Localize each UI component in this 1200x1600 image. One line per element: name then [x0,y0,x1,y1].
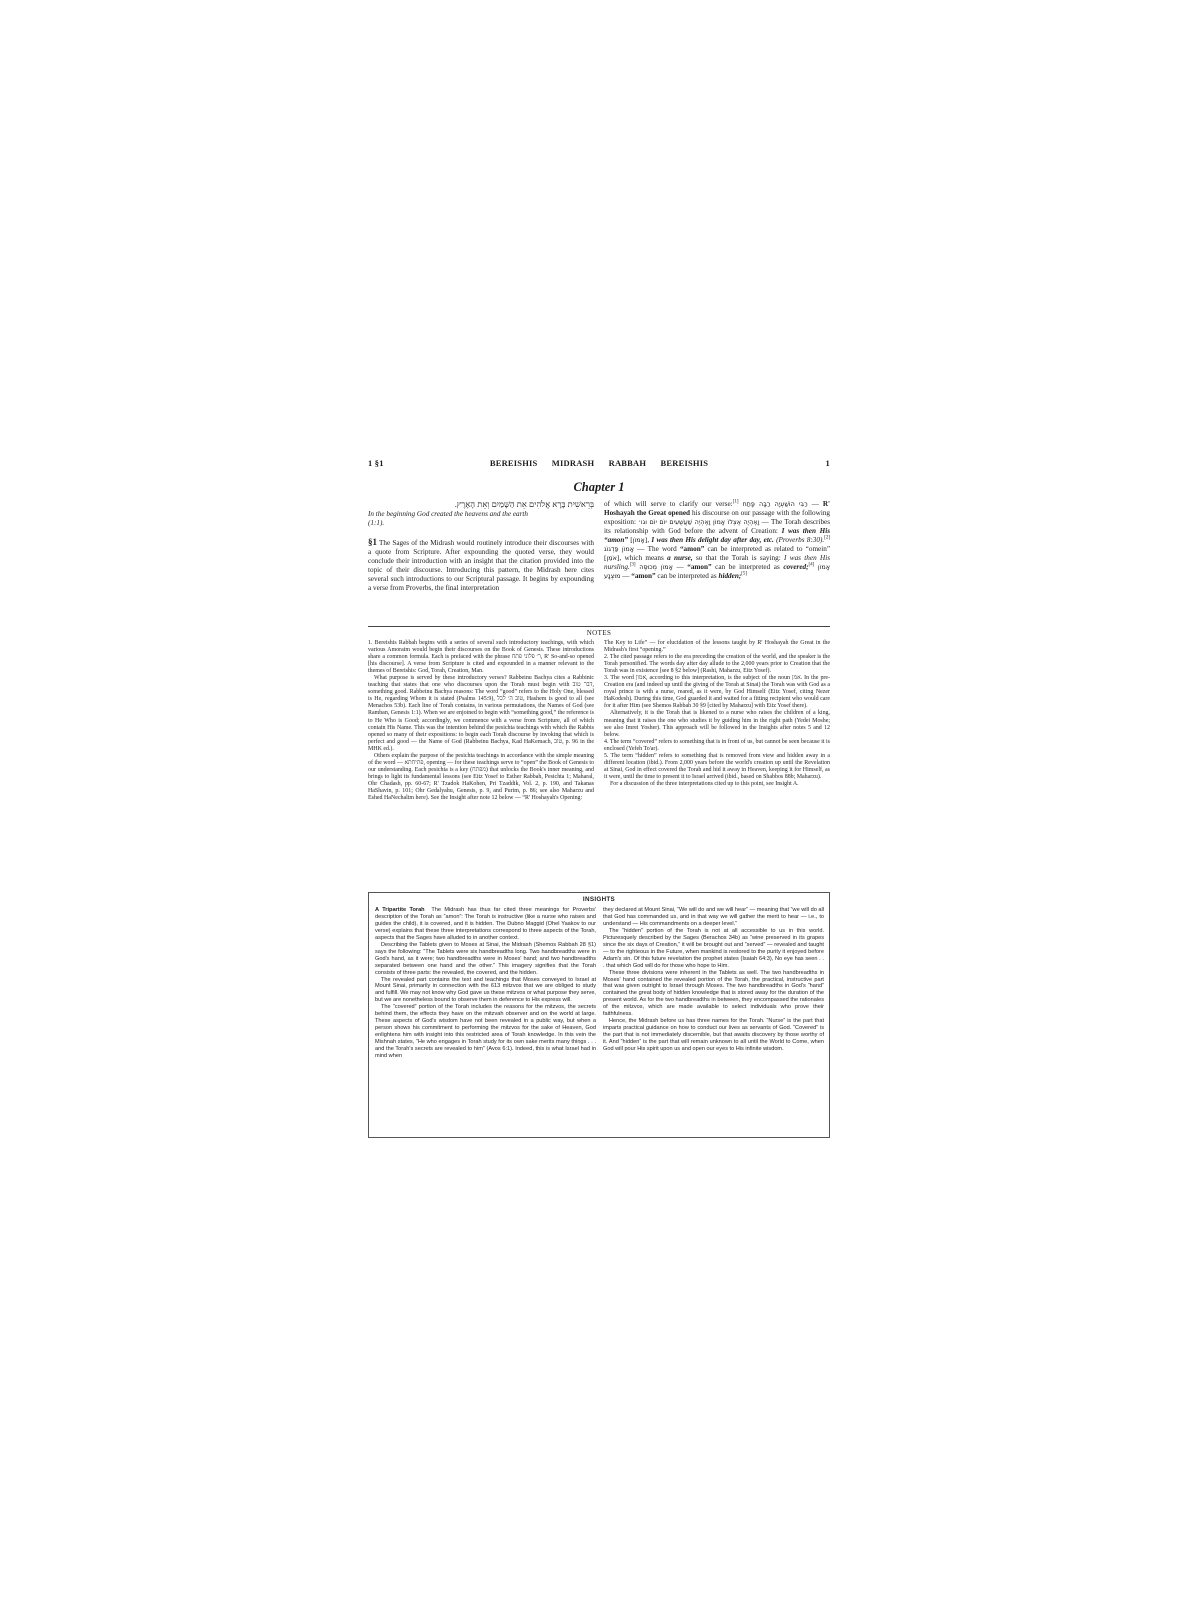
section-one-text: The Sages of the Midrash would routinely introduce their discourses with a quote from Scripture. After expounding the quoted verse, they would conclude their introduction with an insight that the citation provided into the topic of their discourse. Introducing this pattern, the Midrash here cites several such introductions to our Scriptural passage. It begins by expounding a verse from Proverbs, the final interpretation [368,539,594,593]
note-paragraph: What purpose is served by these introductory verses? Rabbeinu Bachya cites a Rabbinic teaching that states that one who discourses upon the Torah must begin with דבר טוב, something good. Rabbeinu Bachya reasons: The word “good” refers to the Holy One, blessed is He, regarding Whom it is stated (Psalms 145:9), טוב ה׳ לכל, Hashem is good to all (see Menachos 53b). Each line of Torah contains, in various permutations, the Names of God (see Ramban, Genesis 1:1). When we are enjoined to begin with “something good,” the reference is to He Who is Good; accordingly, we commence with a verse from Scripture, all of which contain His Name. This was the intention behind the pesichta teachings with which the Rabbis opened so many of their expositions: to begin each Torah discourse by invoking that which is perfect and good — the Name of God (Rabbeinu Bachya, Kad HaKemach, טוב, p. 96 in the MHK ed.). [368,675,595,752]
note-paragraph: Others explain the purpose of the pesichta teachings in accordance with the simple meaning of the word — פתיחתא, opening — for these teachings serve to “open” the Book of Genesis to our understanding. Each pesichta is a key (מפתח) that unlocks the Book's inner meaning, and brings to light its fundamental lessons (see Eitz Yosef to Esther Rabbah, Pesichta 1; Maharal, Ohr Chadash, pp. 60-67; R' Tzadok HaKohen, Pri Tzaddik, Vol. 2, p. 190, and Takanas HaShavin, p. 101; Ohr Gedalyahu, Genesis, p. 9, and Purim, p. 86; see also Maharzu and Eshed HaNechalim here). See the Insight after note 12 below — “R' Hoshayah's Opening: [368,752,594,802]
scripture-reference: (Proverbs 8:30). [776,536,825,545]
commentary-bold: R' Hoshayah the Great opened [604,500,830,518]
insight-paragraph [375,907,596,942]
insight-paragraph: The revealed part contains the text and teachings that Moses conveyed to Israel at Mount Sinai, primarily in connection with the 613 mitzvos that we are obliged to study and fulfill. We may not know why God gave us these mitzvos or what purpose they serve, but we are nonetheless bound to observe them in deference to His express will. [375,976,596,1004]
insight-title: A Tripartite Torah [375,907,425,913]
commentary-text: so that the Torah is saying: [695,554,781,563]
insight-paragraph: The “hidden” portion of the Torah is not at all accessible to us in this world. Picturesquely described by the Sages (Berachos 34b) as “wine preserved in its grapes since the six days of Creation,” it will be brought out and “served” — revealed and taught — to the righteous in the Future, when mankind is restored to the purity it enjoyed before Adam's sin. Of this future revelation the prophet states (Isaiah 64:3), No eye has seen . . . that which God will do for those who hope to Him. [603,927,824,969]
note-paragraph: 5. The term “hidden” refers to something that is removed from view and hidden away in a different location (ibid.). From 2,000 years before the world's creation up until the Revelation at Sinai, God in effect covered the Torah and hid it away in Heaven, keeping it for Himself, as it were, until the time to present it to Israel arrived (ibid., based on Shabbos 88b; Maharzu). [604,752,830,780]
hebrew-gloss: [אֹמֵן] [604,554,620,563]
section-one-intro [368,538,594,593]
note-paragraph: The Key to Life” — for elucidation of the lessons taught by R' Hoshayah the Great in the Midrash's first “opening.” [604,640,830,654]
hebrew-lemma: וָאֶהְיֶה אֶצְלוֹ אָמוֹן וָאֶהְיֶה שַׁעֲשֻׁעִים יוֹם יוֹם וגו׳ [638,518,760,527]
chapter-title: Chapter 1 [573,480,625,494]
notes-left-column [368,640,594,802]
commentary-bold-italic: I was then His “amon” [604,527,830,545]
verse-reference: (1:1). [368,519,385,528]
commentary-text: The word [647,545,677,554]
commentary-text: The Torah describes its relationship with God before the advent of Creation: [604,518,831,536]
header-page-number: 1 [825,458,830,468]
note-paragraph: 3. The word אמון, according to this interpretation, is the subject of the noun אמן. In the pre-Creation era (and indeed up until the giving of the Torah at Sinai) the Torah was with God as a royal prince is with a nurse, reared, as it were, by God Himself (Eitz Yosef, citing Nezer HaKodesh). During this time, God guarded it and waited for a fitting recipient who would care for it after Him (see Shemos Rabbah 30 §9 [cited by Maharzu] with Eitz Yosef there). [604,675,830,710]
section-mark: §1 [368,537,377,548]
note-ref-3[interactable]: [3] [629,562,636,568]
insight-paragraph: they declared at Mount Sinai, “We will do and we will hear” — meaning that “we will do all that God has commanded us, and in that way we will gather the merit to hear — i.e., to understand — His commandments on a deeper level.” [603,907,824,927]
commentary-text: his discourse on our passage with the following exposition: [604,509,831,527]
insight-paragraph: These three divisions were inherent in the Tablets as well. The two handbreadths in Moses' hand contained the revealed portion of the Torah, the practical, instructive part that was given outright to Israel through Moses. The two handbreadths in God's “hand” contained the great body of hidden knowledge that is stored away for the duration of the present world. As for the two handbreadths in between, they encompassed the rationales of the mitzvos, which are made available to select individuals who prove their faithfulness. [603,969,824,1018]
commentary-text: can be interpreted as [657,572,717,581]
header-book-title: BEREISHIS MIDRASH RABBAH BEREISHIS [489,458,709,468]
insights-left-column [375,907,596,1060]
commentary-text: can be interpreted as [715,563,780,572]
hebrew-lemma: אָמוֹן מְכוּסֶּה [639,563,673,572]
commentary-paragraph: of which will serve to clarify our verse:[1] רַבִּי הוֹשַׁעְיָה רַבָּה פָּתַח — R' Hoshayah the Great opened his discourse on our passage with the following exposition: וָאֶהְיֶה אֶצְלוֹ אָמוֹן וָאֶהְיֶה שַׁעֲשֻׁעִים יוֹם יוֹם וגו׳ — The Torah describes its relationship with God before the advent of Creation: I was then His “amon” [אָמוֹן], I was then His delight day after day, etc. (Proverbs 8:30).[2] אָמוֹן פַּדְגוֹג — The word “amon” can be interpreted as related to “omein” [אֹמֵן], which means a nurse, so that the Torah is saying: I was then His nursling.[3] אָמוֹן מְכוּסֶּה — “amon” can be interpreted as covered;[4] אָמוֹן מוּצְנָע — “amon” can be interpreted as hidden;[5] [604,499,831,581]
note-ref-1[interactable]: [1] [732,499,739,505]
note-paragraph: 4. The term “covered” refers to something that is in front of us, but cannot be seen because it is enclosed (Yefeh To'ar). [604,738,830,752]
running-head [368,456,830,470]
note-paragraph: 2. The cited passage refers to the era preceding the creation of the world, and the speaker is the Torah personified. The words day after day allude to the 2,000 years prior to Creation that the Torah was in existence [see 8 §2 below] (Rashi, Maharzu, Eitz Yosef). [604,654,830,675]
commentary-bold: “amon” [679,545,705,554]
commentary-text: of which will serve to clarify our verse: [604,500,733,508]
commentary-text: can be interpreted as related to “omein” [707,545,831,554]
note-ref-5[interactable]: [5] [741,571,748,577]
commentary-bold: “amon” [631,572,656,581]
hebrew-lemma: רַבִּי הוֹשַׁעְיָה רַבָּה פָּתַח [742,500,808,508]
insight-paragraph: Describing the Tablets given to Moses at Sinai, the Midrash (Shemos Rabbah 28 §1) says the following: “The Tablets were six handbreadths long. Two handbreadths were in God's hand, as it were; two handbreadths were in Moses' hand; and two handbreadths separated between one hand and the other.” This imagery signifies that the Torah consists of three parts: the revealed, the covered, and the hidden. [375,941,596,976]
insights-right-column [603,907,824,1053]
hebrew-gloss: [אָמוֹן] [630,536,648,545]
insight-paragraph: Hence, the Midrash before us has three names for the Torah. “Nurse” is the part that imparts practical guidance on how to conduct our lives as servants of God. “Covered” is the part that is not immediately discernible, but that awaits discovery by those worthy of it. And “hidden” is the part that will remain unknown to all until the World to Come, when God will pour His spirit upon us and open our eyes to His infinite wisdom. [603,1018,824,1053]
main-left-column [368,500,594,593]
commentary-text: , which means [619,554,664,563]
verse-english-text: In the beginning God created the heavens and the earth [368,510,529,518]
commentary-italic: I was then His nursling. [604,554,831,572]
insights-heading: INSIGHTS [582,896,616,903]
note-paragraph: Alternatively, it is the Torah that is likened to a nurse who raises the children of a king, meaning that it raises the one who studies it by guiding him in the right path (Yedei Moshe; see also Imrei Yosher). This approach will be followed in the Insights after notes 5 and 12 below. [604,710,830,738]
commentary-bold: “amon” [687,563,712,572]
header-section-ref: 1 §1 [368,458,384,468]
commentary-bold-italic: hidden; [718,572,742,581]
commentary-bold-italic: I was then His delight day after day, etc. [651,536,774,545]
notes-divider [368,626,830,627]
note-ref-4[interactable]: [4] [808,562,815,568]
notes-right-column [604,640,830,788]
insight-text: The Midrash has thus far cited three meanings for Proverbs' description of the Torah as “amon”: The Torah is instructive (like a nurse who raises and guides the child), it is covered, and it is hidden. The Dubno Maggid (Ohel Yaakov to our verse) explains that these three interpretations correspond to three aspects of the Torah, aspects that the Sages have alluded to in another context. [375,907,596,941]
insight-paragraph: The “covered” portion of the Torah includes the reasons for the mitzvos, the secrets behind them, the effects they have on the mitzvah observer and on the world at large. These aspects of God's wisdom have not been revealed in a public way, but when a person shows his commitment to performing the mitzvos for the sake of Heaven, God enlightens him with insight into this restricted area of Torah knowledge. In this vein the Mishnah states, “He who engages in Torah study for its own sake merits many things . . . and the Torah's secrets are revealed to him” (Avos 6:1). Indeed, this is what Israel had in mind when [375,1004,596,1060]
notes-heading: NOTES [586,629,612,637]
main-right-column [604,500,830,581]
note-ref-2[interactable]: [2] [824,535,831,541]
verse-hebrew: בְּרֵאשִׁית בָּרָא אֱלֹהִים אֵת הַשָּׁמַיִם וְאֵת הָאָרֶץ. [454,500,594,509]
note-paragraph: 1. Bereishis Rabbah begins with a series of several such introductory teachings, with which various Amoraim would begin their discourses on the Book of Genesis. These introductions share a common formula. Each is prefaced with the phrase ר׳ פלוני פתח, R' So-and-so opened [his discourse]. A verse from Scripture is cited and expounded in a manner relevant to the themes of Bereishis: God, Torah, Creation, Man. [368,640,594,675]
book-page [368,456,830,1146]
hebrew-lemma: אָמוֹן מוּצְנָע [604,563,831,581]
commentary-bold-italic: covered; [783,563,809,572]
commentary-bold-italic: a nurse, [667,554,693,563]
insights-box [368,892,830,1138]
verse-english [368,510,594,528]
hebrew-lemma: אָמוֹן פַּדְגוֹג [604,545,635,554]
note-paragraph: For a discussion of the three interpretations cited up to this point, see Insight A. [610,780,799,787]
